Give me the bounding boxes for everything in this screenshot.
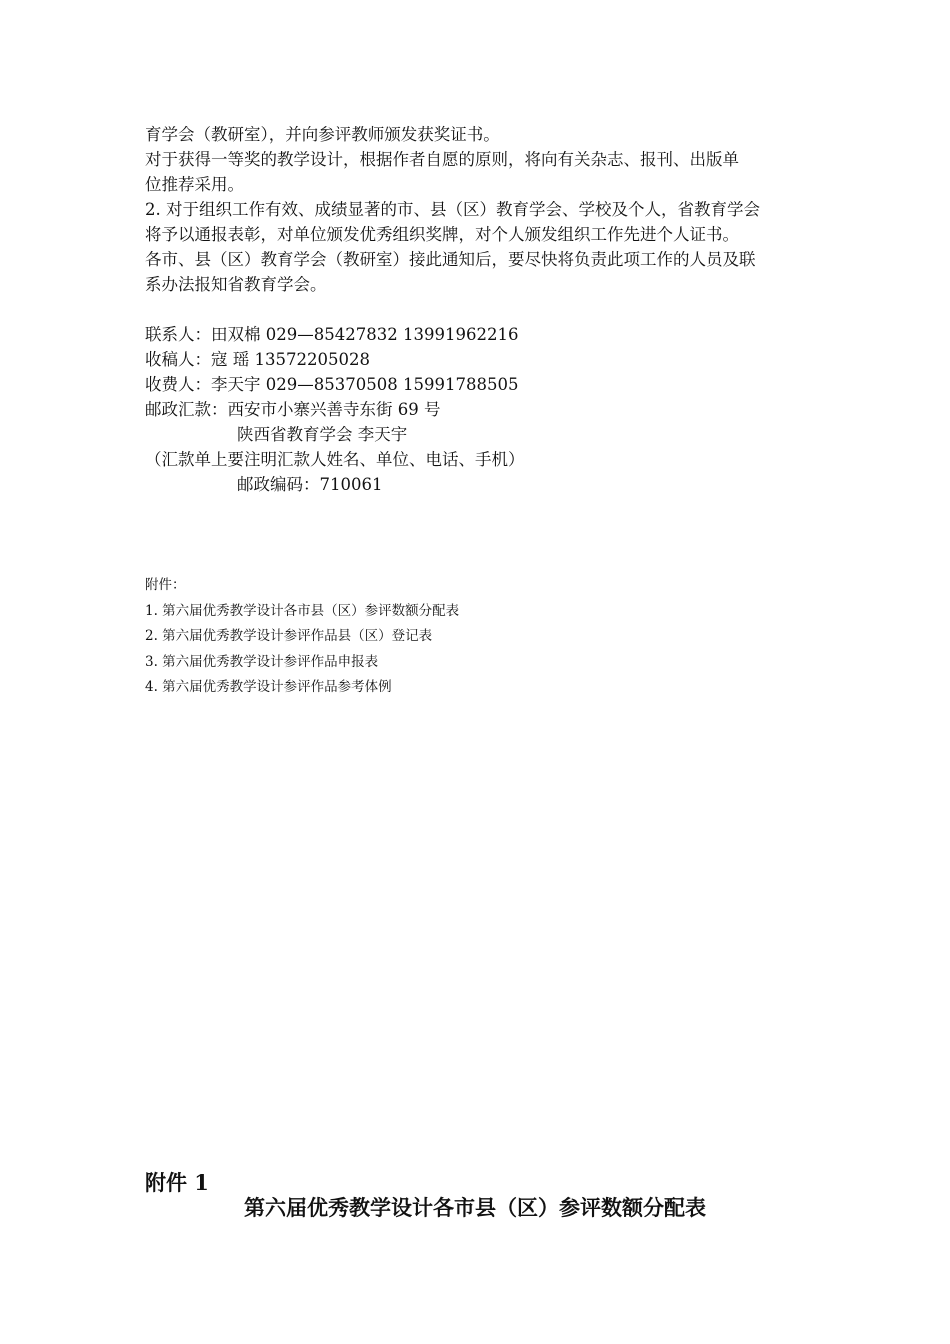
body-line: 2. 对于组织工作有效、成绩显著的市、县（区）教育学会、学校及个人，省教育学会 bbox=[145, 200, 760, 219]
attachments-list bbox=[145, 573, 459, 701]
attachment-item: 1. 第六届优秀教学设计各市县（区）参评数额分配表 bbox=[145, 602, 460, 619]
attachment-item: 3. 第六届优秀教学设计参评作品申报表 bbox=[145, 653, 379, 670]
attachments-heading: 附件： bbox=[145, 577, 186, 593]
attachment-item: 4. 第六届优秀教学设计参评作品参考体例 bbox=[145, 679, 392, 695]
body-line: 系办法报知省教育学会。 bbox=[145, 275, 327, 294]
attachment-item: 2. 第六届优秀教学设计参评作品县（区）登记表 bbox=[145, 628, 433, 644]
body-line: 对于获得一等奖的教学设计，根据作者自愿的原则，将向有关杂志、报刊、出版单 bbox=[145, 150, 739, 169]
contact-person: 联系人：田双棉 029—85427832 13991962216 bbox=[145, 325, 519, 344]
body-line: 育学会（教研室），并向参评教师颁发获奖证书。 bbox=[145, 125, 500, 144]
body-line: 位推荐采用。 bbox=[145, 175, 244, 194]
remittance-address: 邮政汇款：西安市小寨兴善寺东街 69 号 bbox=[145, 400, 441, 419]
appendix-title: 第六届优秀教学设计各市县（区）参评数额分配表 bbox=[244, 1195, 706, 1220]
body-line: 各市、县（区）教育学会（教研室）接此通知后，要尽快将负责此项工作的人员及联 bbox=[145, 250, 756, 269]
remittance-note: （汇款单上要注明汇款人姓名、单位、电话、手机） bbox=[145, 450, 525, 469]
remittance-payee: 陕西省教育学会 李天宇 bbox=[237, 425, 408, 444]
manuscript-receiver: 收稿人：寇 瑶 13572205028 bbox=[145, 350, 370, 369]
appendix-label: 附件 1 bbox=[145, 1170, 209, 1195]
fee-receiver: 收费人：李天宇 029—85370508 15991788505 bbox=[145, 375, 519, 394]
paragraph-gap bbox=[145, 297, 825, 322]
postal-code: 邮政编码：710061 bbox=[237, 475, 383, 494]
notice-body bbox=[145, 122, 825, 497]
body-line: 将予以通报表彰，对单位颁发优秀组织奖牌，对个人颁发组织工作先进个人证书。 bbox=[145, 225, 739, 244]
